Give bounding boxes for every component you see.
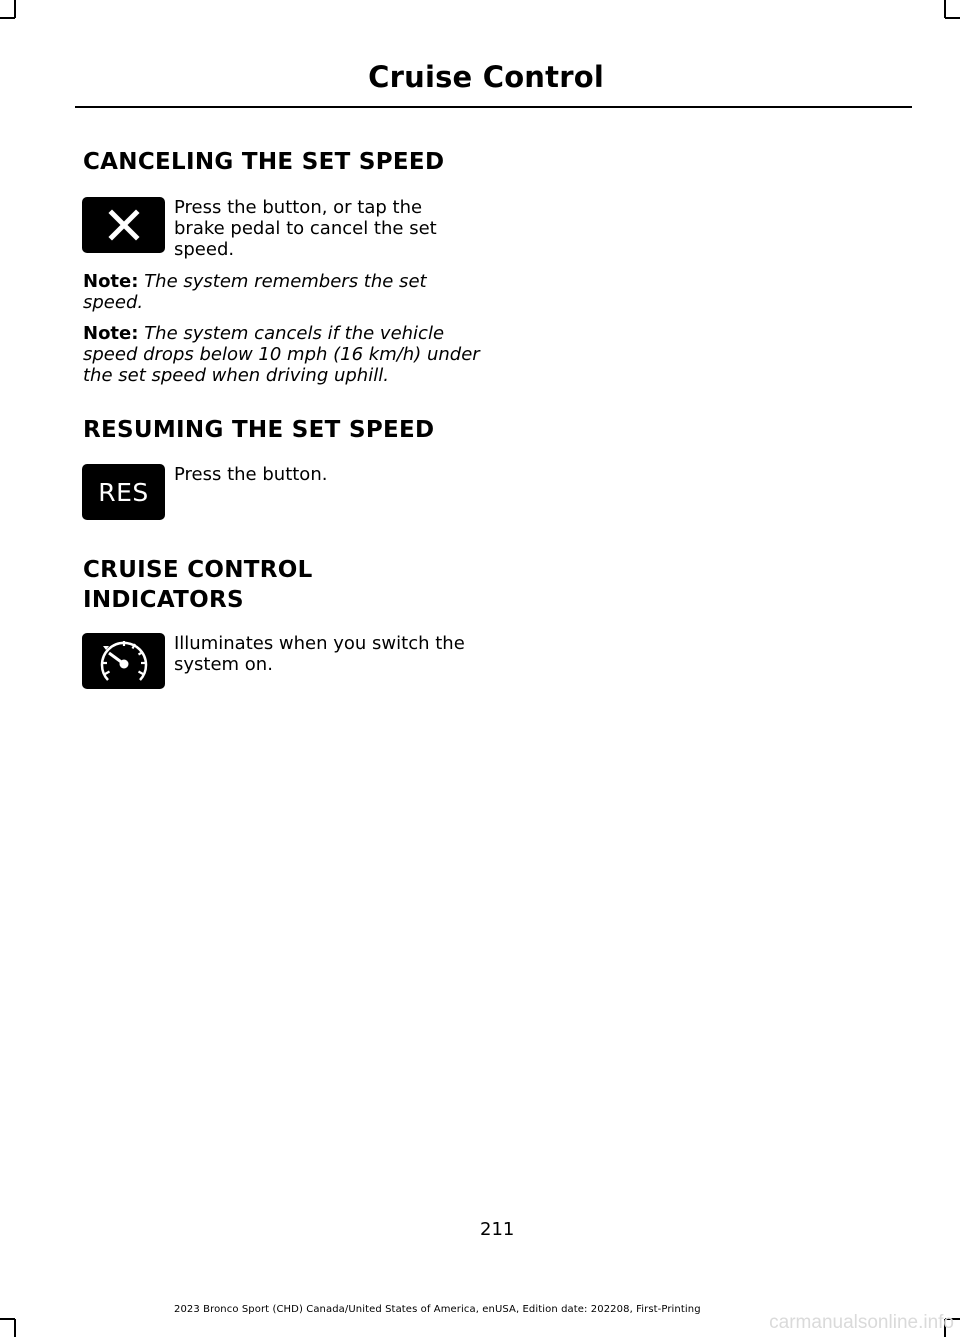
page-title: Cruise Control xyxy=(368,60,604,94)
note-remembers xyxy=(83,271,443,313)
section-heading-resuming: RESUMING THE SET SPEED xyxy=(83,417,435,443)
res-button-icon xyxy=(82,464,165,520)
note-label: Note: xyxy=(83,323,139,344)
note-cancels-uphill xyxy=(83,323,483,386)
speedometer-indicator-icon xyxy=(82,633,165,689)
crop-mark xyxy=(944,0,946,18)
crop-mark xyxy=(945,17,960,19)
crop-mark xyxy=(0,17,15,19)
watermark: carmanualsonline.info xyxy=(769,1312,954,1333)
header-divider xyxy=(75,106,912,108)
section-heading-canceling: CANCELING THE SET SPEED xyxy=(83,149,445,175)
note-text: The system cancels if the vehicle speed drops below 10 mph (16 km/h) under the set speed when driving uphill. xyxy=(83,323,480,386)
res-label: RES xyxy=(98,477,149,507)
section-heading-indicators-line1: CRUISE CONTROL xyxy=(83,557,313,583)
crop-mark xyxy=(14,1319,16,1337)
page-number: 211 xyxy=(480,1219,515,1240)
resume-instruction: Press the button. xyxy=(174,464,328,485)
crop-mark xyxy=(0,1318,15,1320)
crop-mark xyxy=(14,0,16,18)
cancel-x-icon xyxy=(82,197,165,253)
cancel-instruction: Press the button, or tap the brake pedal to cancel the set speed. xyxy=(174,197,437,260)
note-text: The system remembers the set speed. xyxy=(83,271,427,313)
section-heading-indicators-line2: INDICATORS xyxy=(83,587,244,613)
edition-footer: 2023 Bronco Sport (CHD) Canada/United States of America, enUSA, Edition date: 202208, First-Printing xyxy=(174,1304,701,1315)
indicator-description: Illuminates when you switch the system on. xyxy=(174,633,465,675)
note-label: Note: xyxy=(83,271,139,292)
